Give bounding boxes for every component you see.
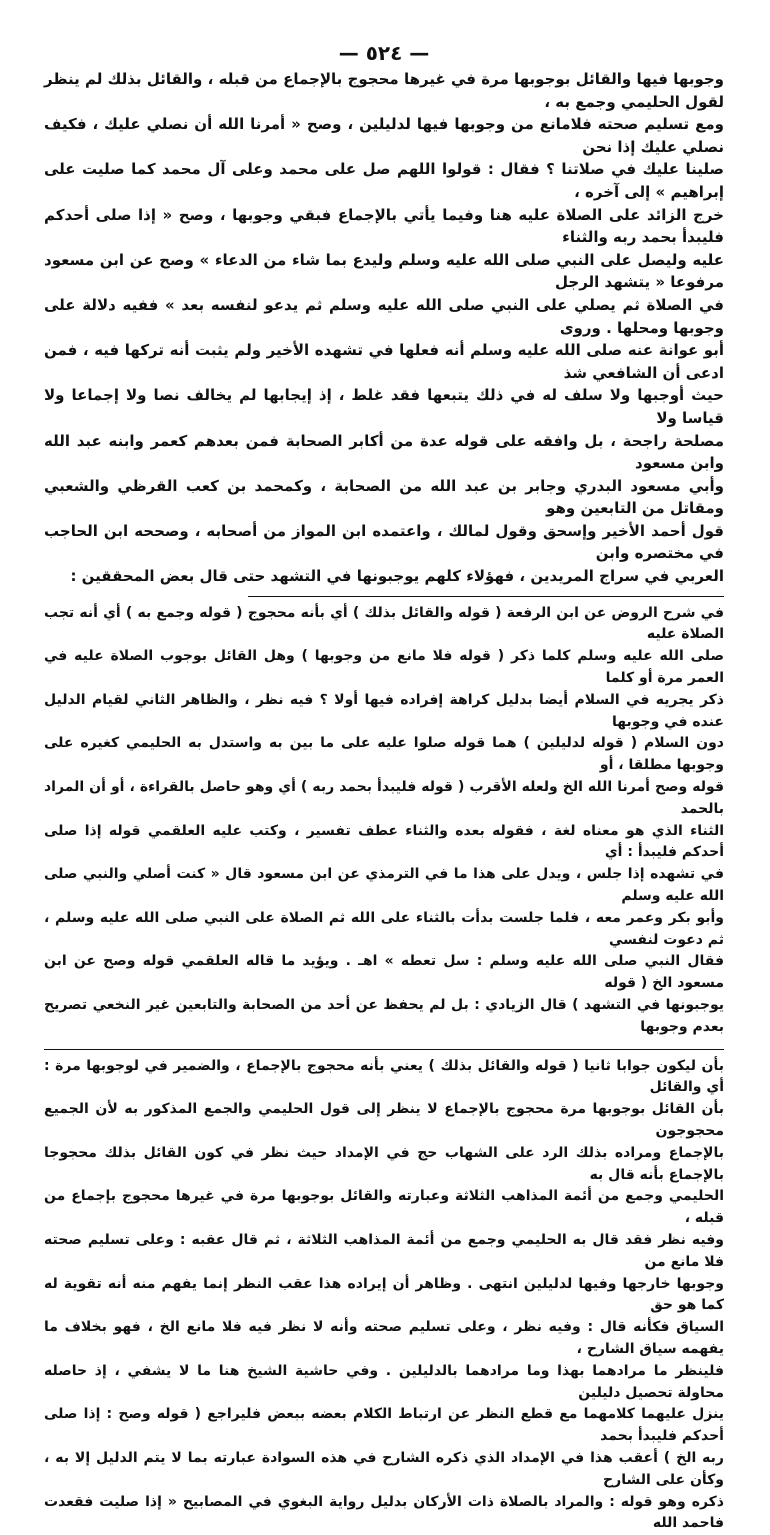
main-line: في الصلاة ثم يصلي على النبي صلى الله عليه وسلم ثم يدعو لنفسه بعد » ففيه دلالة على وجوبها ومحلها . وروى (44, 295, 724, 337)
footnote-line: ذكر يجريه في السلام أيضا بدليل كراهة إفراده فيها أولا ؟ فيه نظر ، والظاهر الثاني لقيام الدليل عنده في وجوبها (44, 691, 724, 730)
section-divider (44, 1049, 724, 1050)
footnote-divider (248, 596, 724, 597)
main-line: خرج الزائد على الصلاة عليه هنا وفيما يأتي بالإجماع فبقي وجوبها ، وصح « إذا صلى أحدكم فليبدأ بحمد ربه والثناء (44, 205, 724, 247)
footnote-line: في تشهده إذا جلس ، ويدل على هذا ما في الترمذي عن ابن مسعود قال « كنت أصلي والنبي صلى الله عليه وسلم (44, 866, 724, 905)
footnote-line: وفيه نظر فقد قال به الحليمي وجمع من أئمة المذاهب الثلاثة ، ثم قال عقبه : وعلى تسليم صحته فلا مانع من (44, 1231, 724, 1270)
footnote-line: الثناء الذي هو معناه لغة ، فقوله بعده والثناء عطف تفسير ، وكتب عليه العلقمي قوله إذا صلى أحدكم فليبدأ : أي (44, 822, 724, 861)
main-text (44, 68, 724, 588)
footnote-line: يوجبونها في التشهد ) قال الزيادي : بل لم يحفظ عن أحد من الصحابة والتابعين غير النخعي تصريح بعدم وجوبها (44, 997, 724, 1035)
main-line: وأبي مسعود البدري وجابر بن عبد الله من الصحابة ، وكمحمد بن كعب القرظي والشعبي ومقاتل من التابعين وهو (44, 476, 724, 518)
footnote-line: الحليمي وجمع من أئمة المذاهب الثلاثة وعبارته والقائل بوجوبها مرة في غيرها محجوج بإجماع من قبله ، (44, 1188, 724, 1227)
main-line: صلينا عليك في صلاتنا ؟ فقال : قولوا اللهم صل على محمد وعلى آل محمد كما صليت على إبراهيم » إلى آخره ، (44, 160, 724, 201)
footnote-line: بأن القائل بوجوبها مرة محجوج بالإجماع لا ينظر إلى قول الحليمي والجمع المذكور به لأن الجميع محجوجون (44, 1101, 724, 1139)
footnote-line: ذكره وهو قوله : والمراد بالصلاة ذات الأركان بدليل رواية البغوي في المصابيح « إذا صليت فقعدت فاحمد الله (44, 1493, 724, 1532)
footnote-line: دون السلام ( قوله لدليلين ) هما قوله صلوا عليه على ما بين به واستدل به الحليمي كغيره على وجوبها مطلقا ، أو (44, 735, 724, 774)
footnote-line: صلى الله عليه وسلم كلما ذكر ( قوله فلا مانع من وجوبها ) وهل القائل بوجوب الصلاة عليه في العمر مرة أو كلما (44, 648, 724, 687)
footnote-section-1 (44, 603, 724, 1039)
main-line: حيث أوجبها ولا سلف له في ذلك يتبعها فقد غلط ، إذ إيجابها لم يخالف نصا ولا إجماعا ولا قياسا ولا (44, 386, 724, 427)
footnote-line: في شرح الروض عن ابن الرفعة ( قوله والقائل بذلك ) أي بأنه محجوج ( قوله وجمع به ) أي أنه تجب الصلاة عليه (44, 604, 724, 643)
main-line: العربي في سراج المريدين ، فهؤلاء كلهم يوجبونها في التشهد حتى قال بعض المحققين : (70, 567, 724, 586)
main-line: قول أحمد الأخير وإسحق وقول لمالك ، واعتمده ابن المواز من أصحابه ، وصححه ابن الحاجب في مختصره وابن (44, 521, 724, 563)
page-number: — ٥٢٤ — (338, 41, 430, 65)
footnote-line: ينزل عليهما كلامهما مع قطع النظر عن ارتباط الكلام بعضه ببعض فليراجع ( قوله وصح : إذا صلى أحدكم فليبدأ بحمد (44, 1406, 724, 1445)
footnote-line: وجوبها خارجها وفيها لدليلين انتهى . وظاهر أن إيراده هذا عقب النظر إنما يفهم منه أنه تقوية له كما هو حق (44, 1275, 724, 1314)
main-line: عليه وليصل على النبي صلى الله عليه وسلم وليدع بما شاء من الدعاء » وصح عن ابن مسعود مرفوعا « يتشهد الرجل (44, 250, 724, 292)
footnote-section-2 (44, 1056, 724, 1535)
footnote-line: وأبو بكر وعمر معه ، فلما جلست بدأت بالثناء على الله ثم الصلاة على النبي صلى الله عليه وسلم ، ثم دعوت لنفسي (44, 909, 724, 948)
footnote-line: السياق فكأنه قال : وفيه نظر ، وعلى تسليم صحته وأنه لا نظر فيه فلا مانع الخ ، فهو بخلاف ما يفهمه سياق الشارح ، (44, 1319, 724, 1357)
footnote-line: ربه الخ ) أعقب هذا في الإمداد الذي ذكره الشارح في هذه السوادة عبارته بما لا يتم الدليل إلا به ، وكأن على الشارح (44, 1449, 724, 1488)
footnote-line: بأن ليكون جوابا ثانيا ( قوله والقائل بذلك ) يعني بأنه محجوج بالإجماع ، والضمير في لوجوبها مرة : أي والقائل (44, 1057, 724, 1096)
main-line: وجوبها فيها والقائل بوجوبها مرة في غيرها محجوج بالإجماع من قبله ، والقائل بذلك لم ينظر لقول الحليمي وجمع به ، (44, 70, 724, 111)
footnote-line: بالإجماع ومراده بذلك الرد على الشهاب حج في الإمداد حيث نظر في كون القائل بذلك محجوجا بالإجماع بأنه قال به (44, 1144, 724, 1183)
footnote-line: فقال النبي صلى الله عليه وسلم : سل تعطه » اهـ . ويؤيد ما قاله العلقمي قوله وصح عن ابن مسعود الخ ( قوله (44, 953, 724, 992)
main-line: مصلحة راجحة ، بل وافقه على قوله عدة من أكابر الصحابة فمن بعدهم كعمر وابنه عبد الله وابن مسعود (44, 431, 724, 473)
main-line: ومع تسليم صحته فلامانع من وجوبها فيها لدليلين ، وصح « أمرنا الله أن نصلي عليك ، فكيف نصلي عليك إذا نحن (44, 115, 724, 156)
footnote-line: قوله وصح أمرنا الله الخ ولعله الأقرب ( قوله فليبدأ بحمد ربه ) أي وهو حاصل بالقراءة ، أو أن المراد بالحمد (44, 779, 724, 817)
main-line: أبو عوانة عنه صلى الله عليه وسلم أنه فعلها في تشهده الأخير ولم يثبت أنه تركها فيه ، فمن ادعى أن الشافعي شذ (44, 341, 724, 382)
footnote-line: فلينظر ما مرادهما بهذا وما مرادهما بالدليلين . وفي حاشية الشيخ هنا ما لا يشفي ، إذ حاصله محاولة تحصيل دليلين (44, 1362, 724, 1401)
